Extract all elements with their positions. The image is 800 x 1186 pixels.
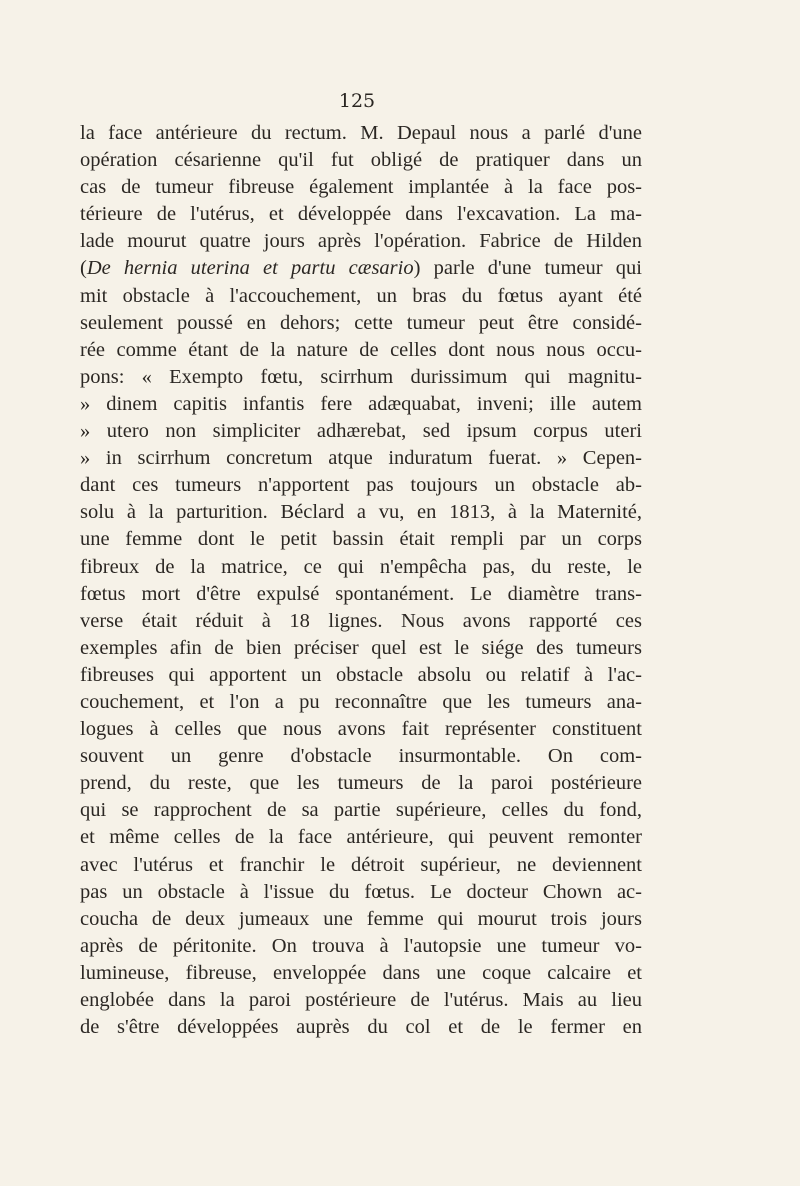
text-line: » utero non simpliciter adhærebat, sed ipsum corpus uteri [80, 420, 642, 443]
italic-title: De hernia uterina et partu cæsario [86, 257, 414, 280]
text-line: souvent un genre d'obstacle insurmontable. On com- [80, 745, 642, 768]
text-line: opération césarienne qu'il fut obligé de pratiquer dans un [80, 149, 642, 172]
text-line: » in scirrhum concretum atque induratum fuerat. » Cepen- [80, 447, 642, 470]
text-line: avec l'utérus et franchir le détroit supérieur, ne deviennent [80, 853, 642, 876]
text-line: exemples afin de bien préciser quel est le siége des tumeurs [80, 636, 642, 659]
text-line: fibreuses qui apportent un obstacle absolu ou relatif à l'ac- [80, 663, 642, 686]
text-line: dant ces tumeurs n'apportent pas toujours un obstacle ab- [80, 474, 642, 497]
text-line: térieure de l'utérus, et développée dans l'excavation. La ma- [80, 203, 642, 226]
text-line: verse était réduit à 18 lignes. Nous avons rapporté ces [80, 609, 642, 632]
text-line: une femme dont le petit bassin était rempli par un corps [80, 528, 642, 551]
text-line: cas de tumeur fibreuse également implantée à la face pos- [80, 176, 642, 199]
text-line: pons: « Exempto fœtu, scirrhum durissimum qui magnitu- [80, 365, 642, 388]
body-text [80, 120, 642, 1041]
text-line: la face antérieure du rectum. M. Depaul nous a parlé d'une [80, 122, 642, 144]
text-line: fœtus mort d'être expulsé spontanément. Le diamètre trans- [80, 582, 642, 605]
text-line: lade mourut quatre jours après l'opération. Fabrice de Hilden [80, 230, 642, 253]
text-line: couchement, et l'on a pu reconnaître que les tumeurs ana- [80, 690, 642, 713]
text-line: de s'être développées auprès du col et de le fermer en [80, 1016, 642, 1039]
text-line: englobée dans la paroi postérieure de l'utérus. Mais au lieu [80, 989, 642, 1011]
text-line [80, 255, 642, 282]
text-line: seulement poussé en dehors; cette tumeur peut être considé- [80, 311, 642, 334]
text-line: après de péritonite. On trouva à l'autopsie une tumeur vo- [80, 934, 642, 957]
text-line: logues à celles que nous avons fait représenter constituent [80, 718, 642, 741]
text-line: lumineuse, fibreuse, enveloppée dans une coque calcaire et [80, 961, 642, 984]
text-line: coucha de deux jumeaux une femme qui mourut trois jours [80, 907, 642, 930]
text-line: mit obstacle à l'accouchement, un bras du fœtus ayant été [80, 284, 642, 307]
text-line: solu à la parturition. Béclard a vu, en 1813, à la Maternité, [80, 501, 642, 524]
page-number: 125 [338, 90, 376, 112]
text-segment: ( [80, 257, 87, 280]
text-line: fibreux de la matrice, ce qui n'empêcha pas, du reste, le [80, 555, 642, 578]
text-line: » dinem capitis infantis fere adæquabat, inveni; ille autem [80, 392, 642, 415]
text-line: rée comme étant de la nature de celles dont nous nous occu- [80, 338, 642, 361]
text-segment: ) parle d'une tumeur qui [413, 257, 642, 280]
text-line: prend, du reste, que les tumeurs de la paroi postérieure [80, 772, 642, 795]
text-line: pas un obstacle à l'issue du fœtus. Le docteur Chown ac- [80, 880, 642, 903]
text-line: qui se rapprochent de sa partie supérieure, celles du fond, [80, 799, 642, 822]
text-line: et même celles de la face antérieure, qui peuvent remonter [80, 826, 642, 849]
